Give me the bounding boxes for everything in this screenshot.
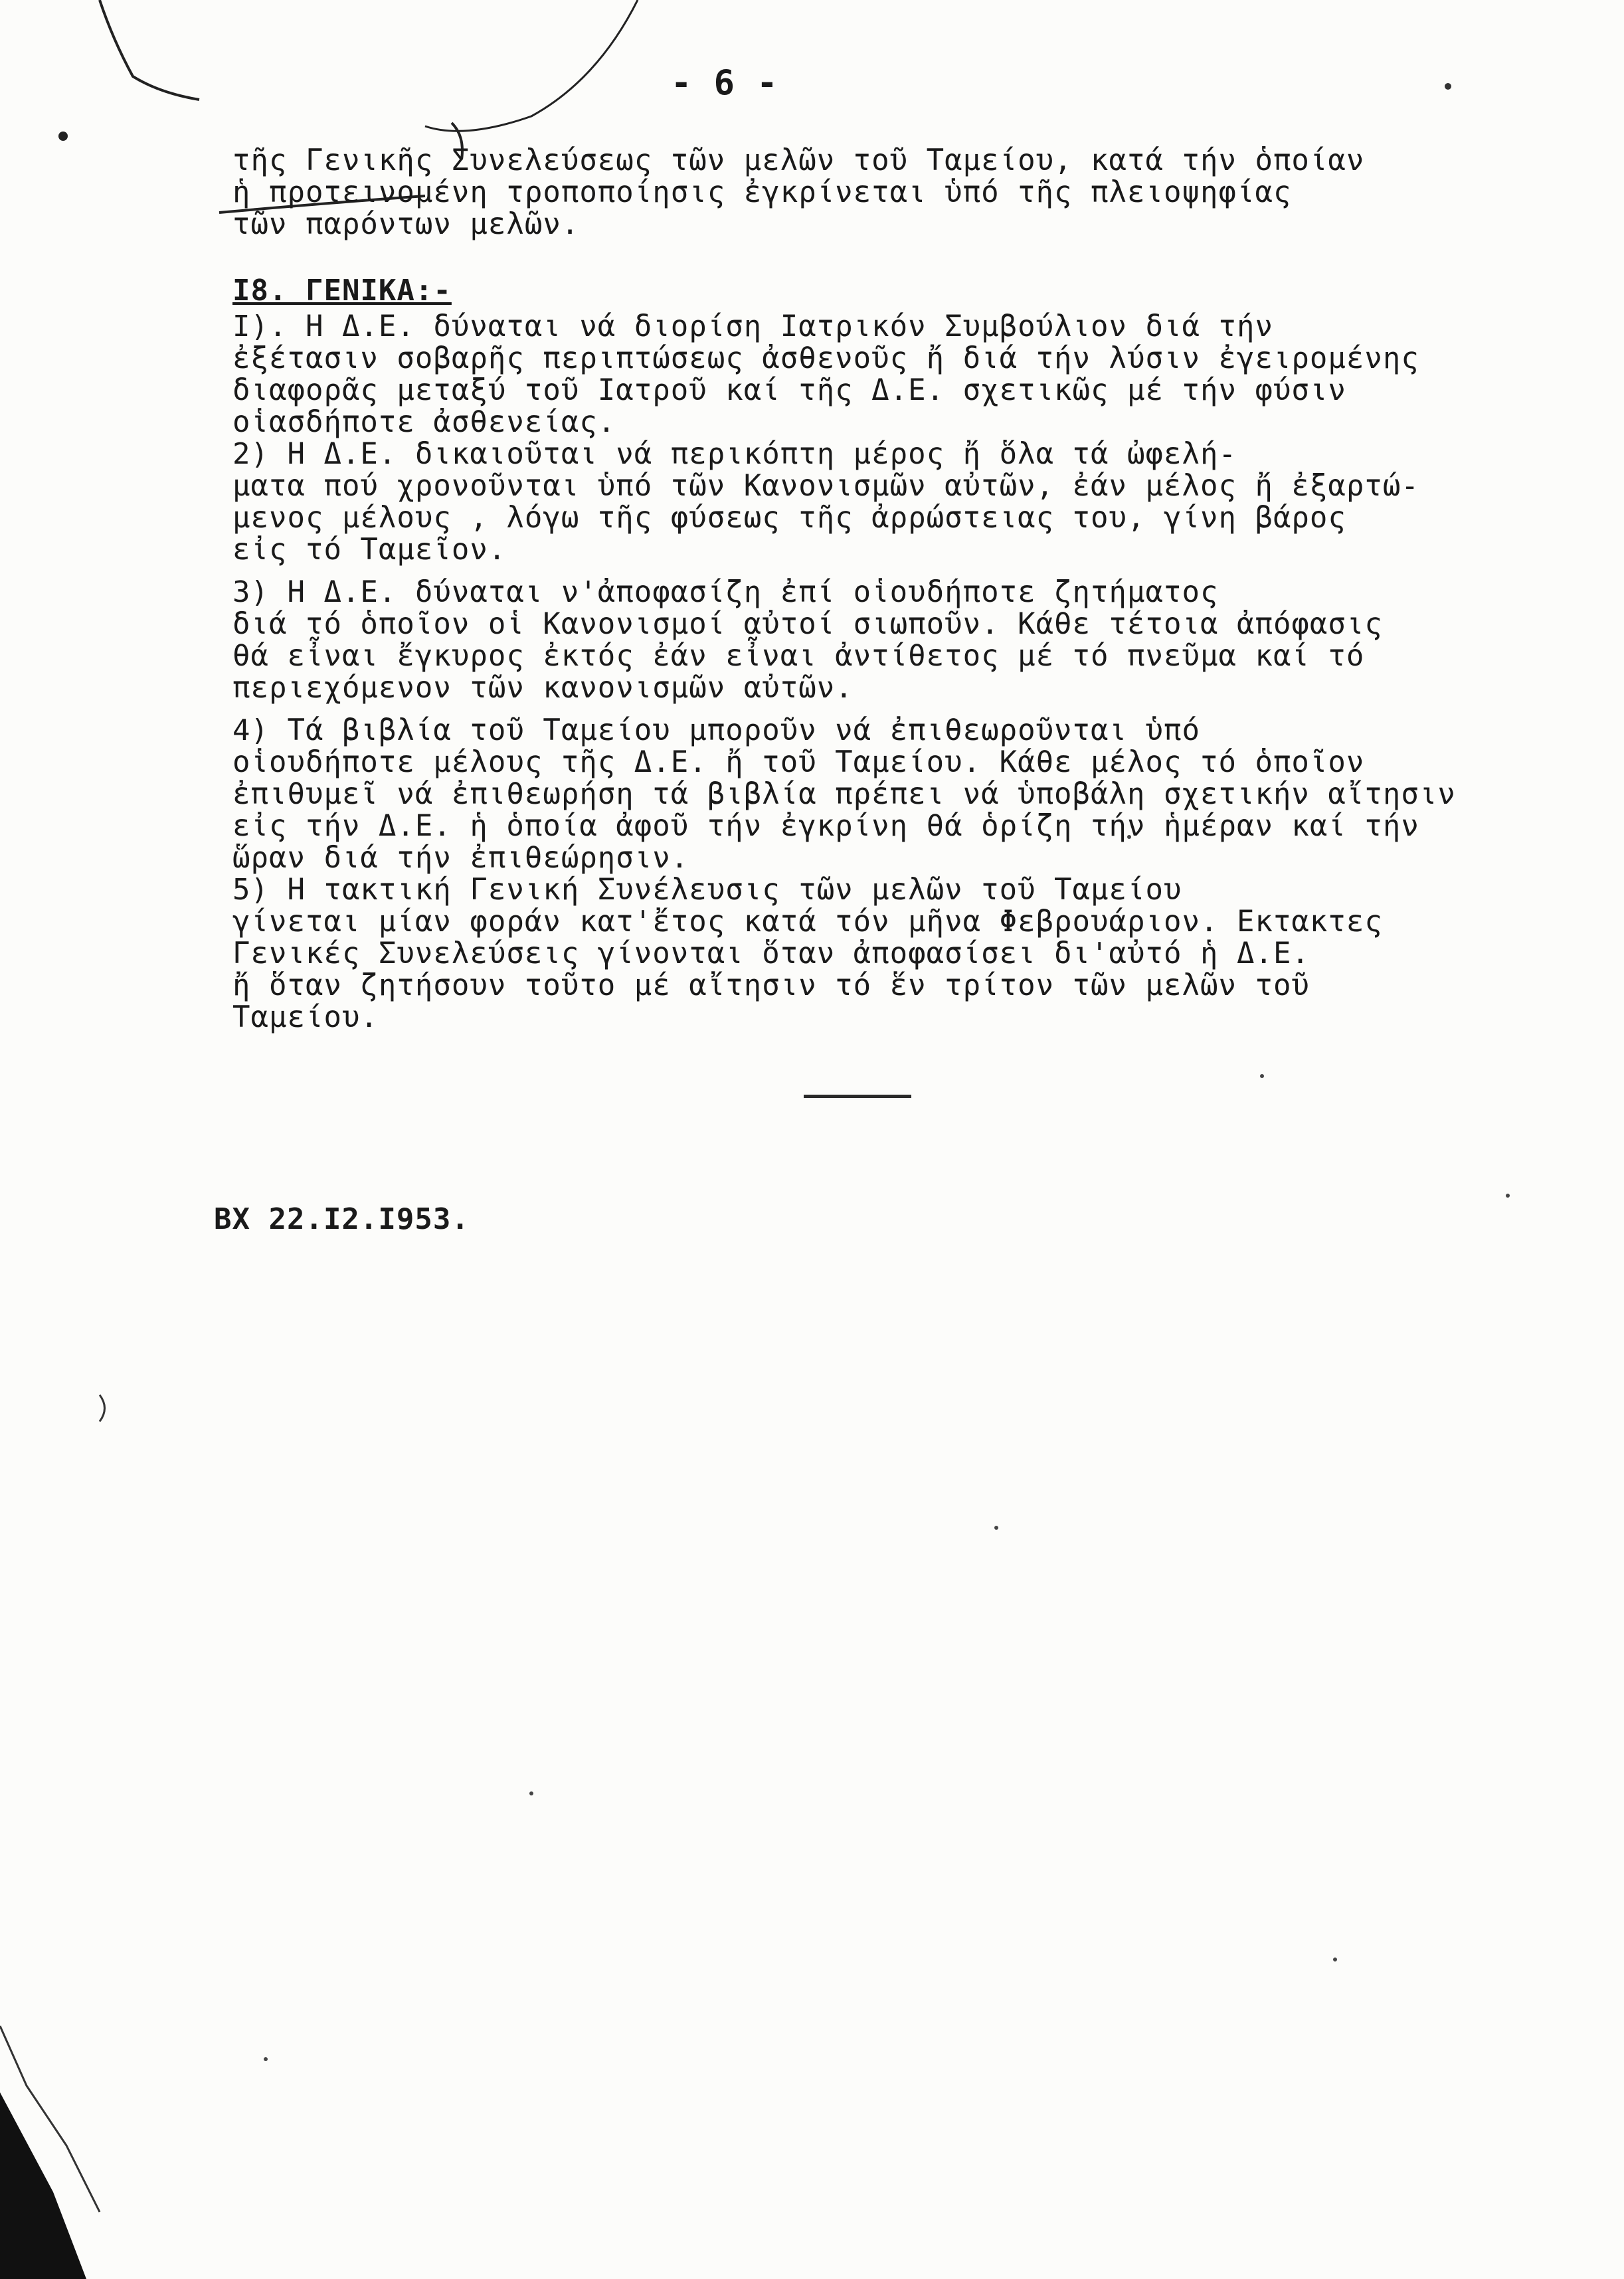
document-line: οἱασδήποτε ἀσθενείας. [232, 405, 616, 439]
ink-dot [529, 1791, 533, 1795]
document-line: 4) Τά βιβλία τοῦ Ταμείου μποροῦν νά ἐπιθεωροῦνται ὑπό [232, 713, 1200, 747]
document-line: ἤ ὅταν ζητήσουν τοῦτο μέ αἴτησιν τό ἕν τρίτον τῶν μελῶν τοῦ [232, 968, 1310, 1002]
document-line: θά εἶναι ἔγκυρος ἐκτός ἐάν εἶναι ἀντίθετος μέ τό πνεῦμα καί τό [232, 639, 1365, 673]
page-number: - 6 - [671, 63, 778, 103]
document-line: Γενικές Συνελεύσεις γίνονται ὅταν ἀποφασίσει δι'αὐτό ἡ Δ.Ε. [232, 937, 1310, 970]
ink-dot [264, 2057, 268, 2061]
ink-dot [1445, 83, 1451, 90]
document-line: I). Η Δ.Ε. δύναται νά διορίση Ιατρικόν Συμβούλιον διά τήν [232, 310, 1273, 343]
document-line: μενος μέλους , λόγω τῆς φύσεως τῆς ἀρρώστειας του, γίνη βάρος [232, 501, 1346, 535]
margin-scribble-mark [100, 0, 199, 100]
document-line: διά τό ὁποῖον οἱ Κανονισμοί αὐτοί σιωποῦν. Κάθε τέτοια ἀπόφασις [232, 607, 1383, 641]
section-heading: I8. ΓΕΝΙΚΑ:- [232, 274, 452, 308]
document-line: 5) Η τακτική Γενική Συνέλευσις τῶν μελῶν τοῦ Ταμείου [232, 873, 1182, 907]
separator-line [804, 1095, 911, 1098]
document-line: τῶν παρόντων μελῶν. [232, 207, 580, 241]
document-line: ματα πού χρονοῦνται ὑπό τῶν Κανονισμῶν αὐτῶν, ἐάν μέλος ἤ ἐξαρτώ- [232, 469, 1419, 503]
document-line: εἰς τήν Δ.Ε. ἡ ὁποία ἀφοῦ τήν ἐγκρίνη θά ὁρίζη τήν ἡμέραν καί τήν [232, 809, 1419, 843]
document-line: 3) Η Δ.Ε. δύναται ν'ἀποφασίζη ἐπί οἱουδήποτε ζητήματος [232, 575, 1219, 609]
ink-dot [1506, 1194, 1510, 1198]
margin-scribble-mark-2 [425, 0, 638, 131]
document-line: ἐξέτασιν σοβαρῆς περιπτώσεως ἀσθενοῦς ἤ διά τήν λύσιν ἐγειρομένης [232, 341, 1419, 375]
document-line: 2) Η Δ.Ε. δικαιοῦται νά περικόπτη μέρος ἤ ὅλα τά ὠφελή- [232, 437, 1237, 471]
ink-dot [1260, 1074, 1264, 1078]
document-line: οἱουδήποτε μέλους τῆς Δ.Ε. ἤ τοῦ Ταμείου. Κάθε μέλος τό ὁποῖον [232, 745, 1365, 779]
document-line: διαφορᾶς μεταξύ τοῦ Ιατροῦ καί τῆς Δ.Ε. σχετικῶς μέ τήν φύσιν [232, 373, 1346, 407]
document-line: εἰς τό Ταμεῖον. [232, 533, 507, 567]
document-line: Ταμείου. [232, 1000, 379, 1034]
document-line: γίνεται μίαν φοράν κατ'ἔτος κατά τόν μῆνα Φεβρουάριον. Εκτακτες [232, 905, 1383, 939]
document-line: ἐπιθυμεῖ νά ἐπιθεωρήση τά βιβλία πρέπει νά ὑποβάλη σχετικήν αἴτησιν [232, 777, 1456, 811]
ink-dot [58, 132, 68, 141]
document-line: τῆς Γενικῆς Συνελεύσεως τῶν μελῶν τοῦ Ταμείου, κατά τήν ὁποίαν [232, 143, 1365, 177]
ink-dot [994, 1526, 998, 1530]
document-date: ΒΧ 22.I2.I953. [214, 1202, 470, 1236]
document-line: ὥραν διά τήν ἐπιθεώρησιν. [232, 841, 689, 875]
corner-shadow [0, 2092, 86, 2279]
document-line: περιεχόμενον τῶν κανονισμῶν αὐτῶν. [232, 671, 854, 705]
paren-mark [100, 1395, 105, 1421]
document-line: ἡ προτεινομένη τροποποίησις ἐγκρίνεται ὑπό τῆς πλειοψηφίας [232, 175, 1292, 209]
ink-dot [1333, 1958, 1337, 1961]
